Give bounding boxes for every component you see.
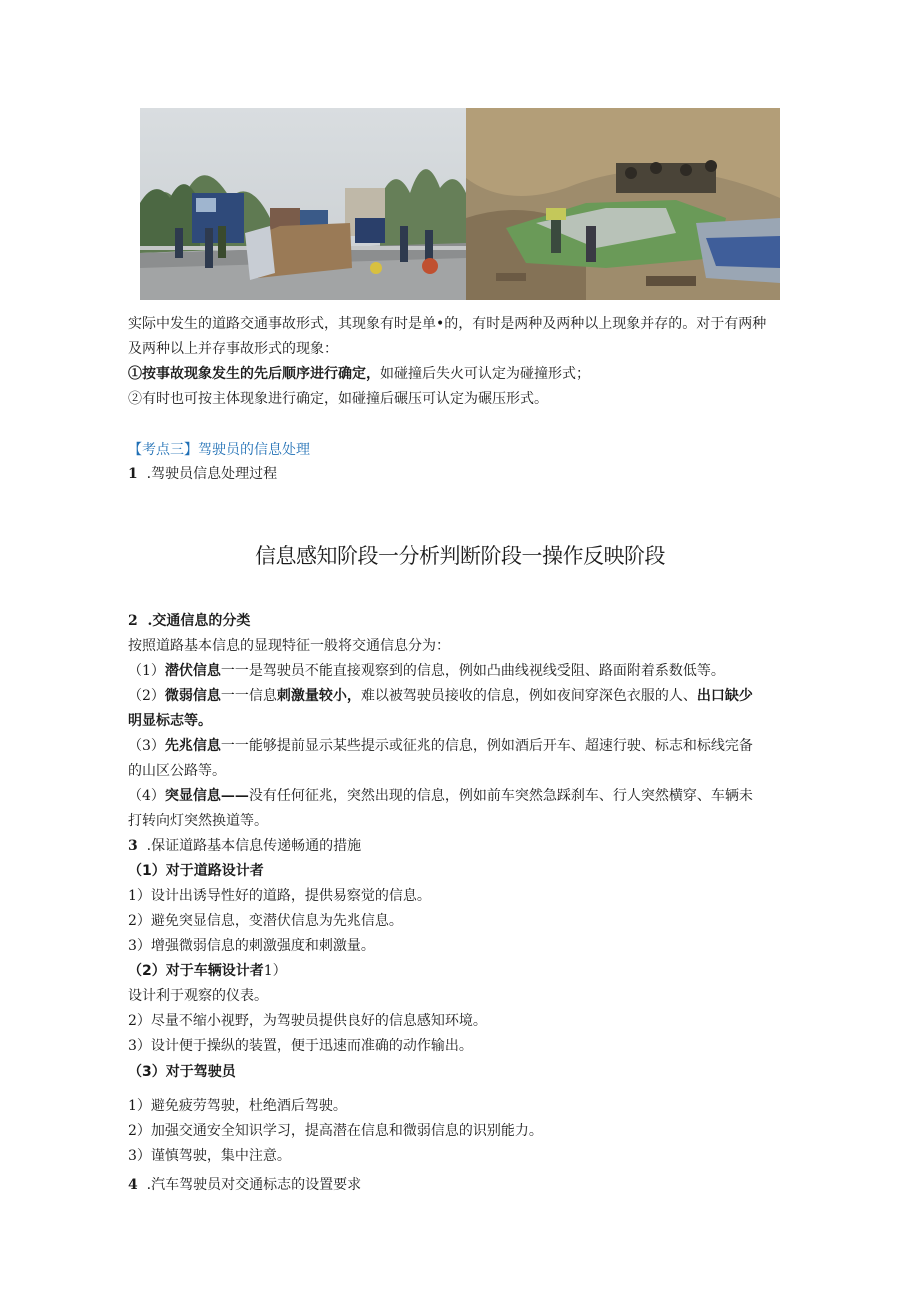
vehicle-designer-heading: （2）对于车辆设计者1）	[128, 963, 287, 979]
accident-photos	[140, 108, 780, 300]
rule-1-bold: ①按事故现象发生的先后顺序进行确定，	[128, 366, 380, 382]
vehicle-designer-item: 3）设计便于操纵的装置，便于迅速而准确的动作输出。	[128, 1038, 473, 1054]
section-3-title: 【考点三】驾驶员的信息处理	[128, 442, 310, 458]
item-3: 3 .保证道路基本信息传递畅通的措施	[128, 838, 362, 854]
rule-1	[128, 364, 590, 384]
bus-crash-photo-icon	[466, 108, 780, 300]
paragraph-line: 实际中发生的道路交通事故形式，其现象有时是单•的，有时是两种及两种以上现象并存的。对于有两种	[128, 316, 767, 332]
rule-2: ②有时也可按主体现象进行确定，如碰撞后碾压可认定为碾压形式。	[128, 391, 548, 407]
classify-intro: 按照道路基本信息的显现特征一般将交通信息分为：	[128, 638, 450, 654]
vehicle-designer-item: 2）尽量不缩小视野，为驾驶员提供良好的信息感知环境。	[128, 1013, 487, 1029]
process-flow: 信息感知阶段一分析判断阶段一操作反映阶段	[255, 544, 665, 568]
rule-1-rest: 如碰撞后失火可认定为碰撞形式；	[380, 366, 590, 382]
class-item-3-cont: 的山区公路等。	[128, 763, 226, 779]
driver-item: 2）加强交通安全知识学习，提高潜在信息和微弱信息的识别能力。	[128, 1123, 543, 1139]
class-item-4-cont: 打转向灯突然换道等。	[128, 813, 268, 829]
road-designer-heading: （1）对于道路设计者	[128, 863, 264, 879]
driver-heading: （3）对于驾驶员	[128, 1064, 236, 1080]
road-designer-item: 2）避免突显信息，变潜伏信息为先兆信息。	[128, 913, 403, 929]
item-2: 2 .交通信息的分类	[128, 613, 251, 629]
class-item-1: （1）潜伏信息一一是驾驶员不能直接观察到的信息，例如凸曲线视线受阻、路面附着系数低等。	[128, 663, 725, 679]
paragraph-line: 及两种以上并存事故形式的现象：	[128, 341, 338, 357]
class-item-3: （3）先兆信息一一能够提前显示某些提示或征兆的信息，例如酒后开车、超速行驶、标志和标线完备	[128, 738, 753, 754]
driver-item: 3）谨慎驾驶，集中注意。	[128, 1148, 291, 1164]
road-designer-item: 1）设计出诱导性好的道路，提供易察觉的信息。	[128, 888, 431, 904]
class-item-2-cont: 明显标志等。	[128, 713, 212, 729]
item-1: 1 .驾驶员信息处理过程	[128, 466, 278, 482]
highway-accident-photo-icon	[140, 108, 466, 300]
item-4: 4 .汽车驾驶员对交通标志的设置要求	[128, 1177, 362, 1193]
driver-item: 1）避免疲劳驾驶，杜绝酒后驾驶。	[128, 1098, 347, 1114]
class-item-4: （4）突显信息——没有任何征兆，突然出现的信息，例如前车突然急踩刹车、行人突然横穿、车辆未	[128, 788, 753, 804]
road-designer-item: 3）增强微弱信息的刺激强度和刺激量。	[128, 938, 375, 954]
vehicle-designer-item: 设计利于观察的仪表。	[128, 988, 268, 1004]
class-item-2: （2）微弱信息一一信息刺激量较小，难以被驾驶员接收的信息，例如夜间穿深色衣服的人、出口缺少	[128, 688, 753, 704]
